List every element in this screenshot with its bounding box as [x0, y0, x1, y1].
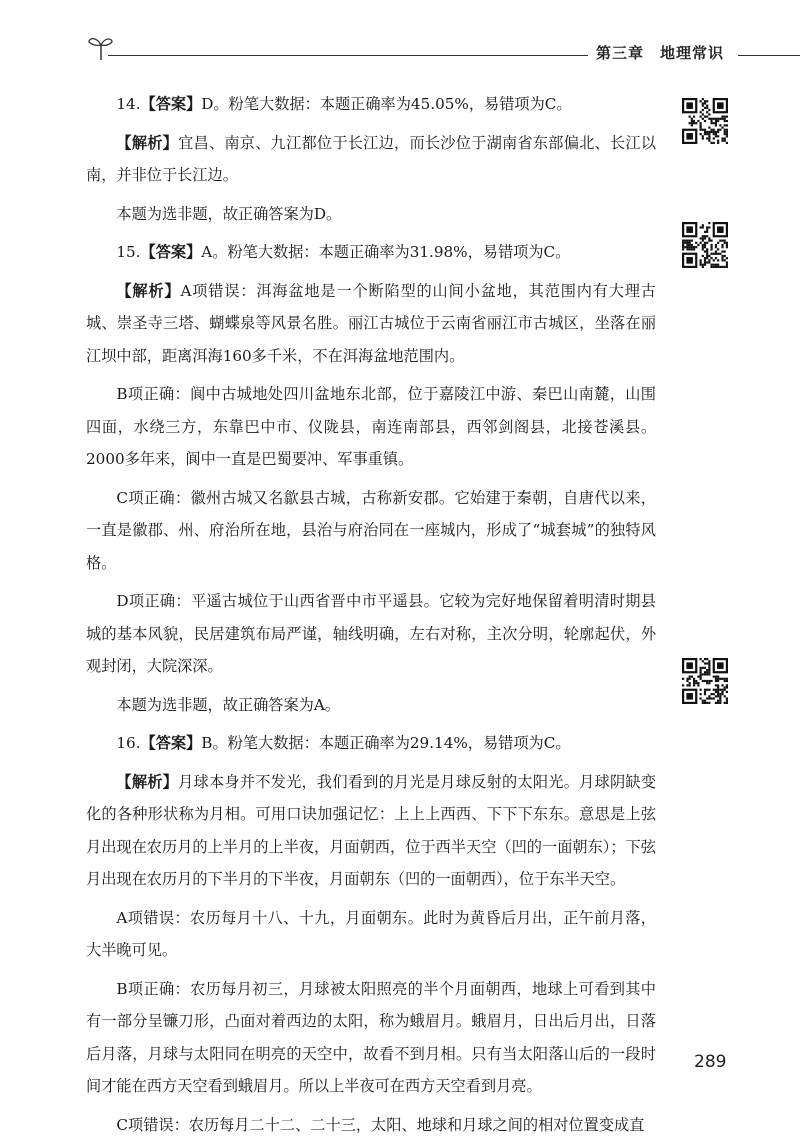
- answer-label: 【答案】: [140, 95, 202, 113]
- answer-label: 【答案】: [140, 734, 202, 752]
- qr-code-icon[interactable]: [682, 658, 728, 704]
- paragraph: [86, 689, 656, 722]
- paragraph-text: C项错误：农历每月二十二、二十三，太阳、地球和月球之间的相对位置变成直: [116, 1115, 645, 1134]
- running-header: [0, 30, 800, 70]
- qr-code-icon[interactable]: [682, 98, 728, 144]
- paragraph: [86, 127, 656, 192]
- answer-label: 【解析】: [116, 772, 179, 791]
- paragraph: [86, 727, 656, 760]
- paragraph-text: B项正确：阆中古城地处四川盆地东北部，位于嘉陵江中游、秦巴山南麓，山围四面，水绕三方，东靠巴中市、仪陇县，南连南部县，西邻剑阁县，北接苍溪县。2000多年来，阆中一直是巴蜀要冲、军事重镇。: [86, 385, 656, 468]
- paragraph-text: C项正确：徽州古城又名歙县古城，古称新安郡。它始建于秦朝，自唐代以来，一直是徽郡、州、府治所在地，县治与府治同在一座城内，形成了“城套城”的独特风格。: [86, 488, 656, 572]
- header-rule-right: [738, 55, 800, 56]
- paragraph: [86, 482, 656, 580]
- sprout-icon: [86, 32, 116, 62]
- paragraph-text: B。粉笔大数据：本题正确率为29.14%，易错项为C。: [201, 734, 571, 752]
- answer-label: 【解析】: [116, 281, 181, 300]
- page-number: 289: [694, 1052, 727, 1072]
- paragraph-text: 宜昌、南京、九江都位于长江边，而长沙位于湖南省东部偏北、长江以南，并非位于长江边。: [86, 133, 657, 184]
- paragraph-text: 月球本身并不发光，我们看到的月光是月球反射的太阳光。月球阴缺变化的各种形状称为月相。可用口诀加强记忆：上上上西西、下下下东东。意思是上弦月出现在农历月的上半月的上半夜，月面朝西，位于西半天空（凹的一面朝东）；下弦月出现在农历月的下半月的下半夜，月面朝东（凹的一面朝西），位于东半天空。: [86, 772, 657, 888]
- paragraph-text: A。粉笔大数据：本题正确率为31.98%，易错项为C。: [201, 243, 571, 261]
- paragraph: [86, 378, 656, 476]
- answer-label: 【解析】: [116, 133, 179, 152]
- paragraph: [86, 236, 656, 269]
- page-body: [86, 88, 656, 1147]
- paragraph: [86, 88, 656, 121]
- paragraph-text: A项错误：农历每月十八、十九，月面朝东。此时为黄昏后月出，正午前月落，大半晚可见。: [86, 908, 656, 959]
- question-number: 15.: [116, 243, 141, 261]
- question-number: 14.: [116, 95, 141, 113]
- paragraph: [86, 275, 656, 373]
- chapter-title: 第三章 地理常识: [596, 44, 725, 62]
- paragraph: [86, 902, 656, 967]
- paragraph-text: D项正确：平遥古城位于山西省晋中市平遥县。它较为完好地保留着明清时期县城的基本风貌，民居建筑布局严谨，轴线明确，左右对称，主次分明，轮廓起伏，外观封闭，大院深深。: [86, 592, 656, 675]
- paragraph: [86, 585, 656, 683]
- paragraph: [86, 766, 656, 896]
- paragraph: [86, 1109, 656, 1142]
- paragraph-text: 本题为选非题，故正确答案为D。: [116, 204, 342, 223]
- qr-code-icon[interactable]: [682, 222, 728, 268]
- paragraph-text: A项错误：洱海盆地是一个断陷型的山间小盆地，其范围内有大理古城、崇圣寺三塔、蝴蝶泉等风景名胜。丽江古城位于云南省丽江市古城区，坐落在丽江坝中部，距离洱海160多千米，不在洱海盆地范围内。: [86, 281, 656, 365]
- question-number: 16.: [116, 734, 141, 752]
- paragraph-text: B项正确：农历每月初三，月球被太阳照亮的半个月面朝西，地球上可看到其中有一部分呈镰刀形，凸面对着西边的太阳，称为蛾眉月。蛾眉月，日出后月出，日落后月落，月球与太阳同在明亮的天空中，故看不到月相。只有当太阳落山后的一段时间才能在西方天空看到蛾眉月。所以上半夜可在西方天空看到月亮。: [86, 979, 656, 1095]
- paragraph: [86, 973, 656, 1103]
- paragraph-text: D。粉笔大数据：本题正确率为45.05%，易错项为C。: [201, 95, 572, 113]
- header-rule-left: [108, 55, 588, 56]
- paragraph: [86, 198, 656, 231]
- paragraph-text: 本题为选非题，故正确答案为A。: [116, 695, 340, 714]
- answer-label: 【答案】: [140, 243, 202, 261]
